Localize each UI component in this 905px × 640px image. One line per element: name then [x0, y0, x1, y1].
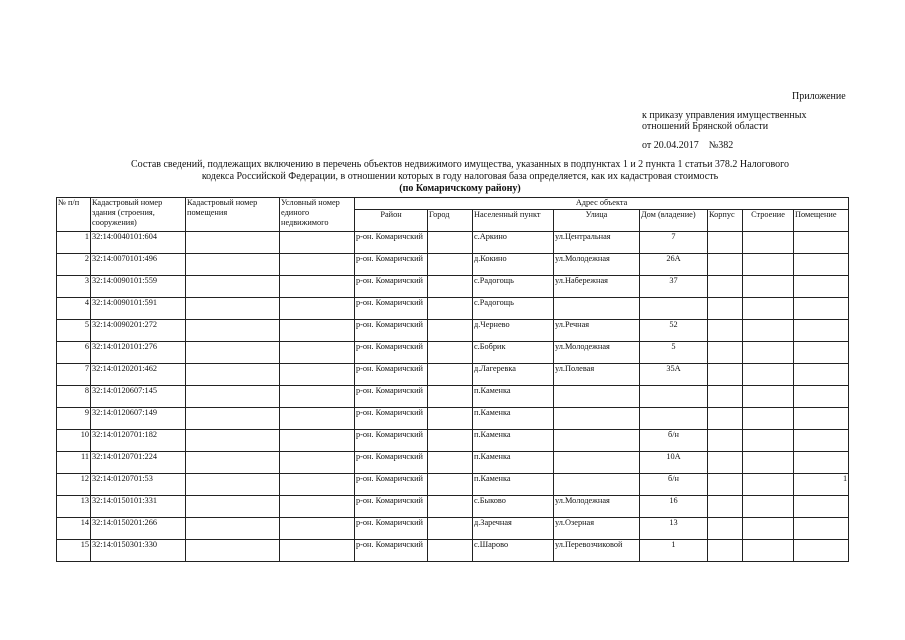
col-header-building: Строение [743, 210, 794, 232]
room-cell [794, 430, 849, 452]
building-cell [743, 452, 794, 474]
row-number: 13 [57, 496, 91, 518]
row-number: 12 [57, 474, 91, 496]
table-row [57, 254, 849, 276]
cadastral-number: 32:14:0120701:224 [91, 452, 186, 474]
building-cell [743, 408, 794, 430]
row-number: 5 [57, 320, 91, 342]
cad-room-cell [186, 342, 280, 364]
room-cell [794, 232, 849, 254]
cadastral-number: 32:14:0120701:182 [91, 430, 186, 452]
district-cell: р-он. Комаричский [355, 276, 428, 298]
district-cell: р-он. Комаричский [355, 232, 428, 254]
building-cell [743, 496, 794, 518]
room-cell [794, 342, 849, 364]
table-row [57, 540, 849, 562]
cond-num-cell [280, 496, 355, 518]
room-cell [794, 496, 849, 518]
row-number: 14 [57, 518, 91, 540]
cad-room-cell [186, 298, 280, 320]
district-cell: р-он. Комаричский [355, 320, 428, 342]
cond-num-cell [280, 518, 355, 540]
district-cell: р-он. Комаричский [355, 408, 428, 430]
cad-room-cell [186, 364, 280, 386]
korpus-cell [708, 474, 743, 496]
city-cell [428, 298, 473, 320]
cad-room-cell [186, 474, 280, 496]
street-cell: ул.Озерная [554, 518, 640, 540]
table-header-row [57, 198, 849, 210]
row-number: 8 [57, 386, 91, 408]
house-cell: 35А [640, 364, 708, 386]
table-row [57, 518, 849, 540]
cadastral-number: 32:14:0150301:330 [91, 540, 186, 562]
korpus-cell [708, 276, 743, 298]
city-cell [428, 276, 473, 298]
korpus-cell [708, 298, 743, 320]
district-cell: р-он. Комаричский [355, 518, 428, 540]
building-cell [743, 232, 794, 254]
city-cell [428, 540, 473, 562]
building-cell [743, 342, 794, 364]
building-cell [743, 540, 794, 562]
street-cell: ул.Полевая [554, 364, 640, 386]
house-cell: 37 [640, 276, 708, 298]
table-row [57, 364, 849, 386]
street-cell [554, 298, 640, 320]
korpus-cell [708, 452, 743, 474]
cond-num-cell [280, 254, 355, 276]
house-cell [640, 298, 708, 320]
cadastral-number: 32:14:0120101:276 [91, 342, 186, 364]
city-cell [428, 452, 473, 474]
cadastral-number: 32:14:0040101:604 [91, 232, 186, 254]
street-cell [554, 408, 640, 430]
col-header-cad-room: Кадастровый номер помещения [186, 198, 280, 232]
city-cell [428, 430, 473, 452]
district-cell: р-он. Комаричский [355, 430, 428, 452]
cad-room-cell [186, 232, 280, 254]
locality-cell: п.Каменка [473, 408, 554, 430]
col-header-korpus: Корпус [708, 210, 743, 232]
city-cell [428, 474, 473, 496]
row-number: 10 [57, 430, 91, 452]
document-title-line1: Состав сведений, подлежащих включению в перечень объектов недвижимого имущества, указанных в подпунктах 1 и 2 пункта 1 статьи 378.2 Налогового [130, 159, 790, 170]
cad-room-cell [186, 452, 280, 474]
street-cell: ул.Молодежная [554, 496, 640, 518]
house-cell [640, 386, 708, 408]
cond-num-cell [280, 298, 355, 320]
col-header-cad-building: Кадастровый номер здания (строения, сооружения) [91, 198, 186, 232]
cadastral-number: 32:14:0120607:145 [91, 386, 186, 408]
district-cell: р-он. Комаричский [355, 452, 428, 474]
col-header-street: Улица [554, 210, 640, 232]
korpus-cell [708, 232, 743, 254]
street-cell [554, 386, 640, 408]
room-cell [794, 540, 849, 562]
cond-num-cell [280, 364, 355, 386]
city-cell [428, 320, 473, 342]
room-cell [794, 254, 849, 276]
korpus-cell [708, 408, 743, 430]
cond-num-cell [280, 342, 355, 364]
house-cell: 7 [640, 232, 708, 254]
cond-num-cell [280, 540, 355, 562]
locality-cell: п.Каменка [473, 474, 554, 496]
cond-num-cell [280, 320, 355, 342]
building-cell [743, 276, 794, 298]
street-cell: ул.Набережная [554, 276, 640, 298]
cad-room-cell [186, 540, 280, 562]
cadastral-number: 32:14:0150101:331 [91, 496, 186, 518]
house-cell: 26А [640, 254, 708, 276]
locality-cell: п.Каменка [473, 386, 554, 408]
row-number: 7 [57, 364, 91, 386]
col-header-locality: Населенный пункт [473, 210, 554, 232]
district-cell: р-он. Комаричский [355, 540, 428, 562]
street-cell: ул.Речная [554, 320, 640, 342]
locality-cell: с.Бобрик [473, 342, 554, 364]
house-cell: 10А [640, 452, 708, 474]
row-number: 11 [57, 452, 91, 474]
appendix-title: Приложение [792, 91, 846, 102]
cad-room-cell [186, 276, 280, 298]
col-header-address: Адрес объекта [355, 198, 849, 210]
city-cell [428, 342, 473, 364]
korpus-cell [708, 364, 743, 386]
house-cell: б/н [640, 474, 708, 496]
col-header-house: Дом (владение) [640, 210, 708, 232]
city-cell [428, 254, 473, 276]
order-reference-line1: к приказу управления имущественных [642, 110, 807, 121]
row-number: 4 [57, 298, 91, 320]
room-cell [794, 298, 849, 320]
korpus-cell [708, 320, 743, 342]
cond-num-cell [280, 232, 355, 254]
cadastral-number: 32:14:0120701:53 [91, 474, 186, 496]
room-cell [794, 320, 849, 342]
document-subtitle: (по Комаричскому району) [399, 183, 521, 194]
house-cell: 13 [640, 518, 708, 540]
house-cell: 1 [640, 540, 708, 562]
col-header-num: № п/п [57, 198, 91, 232]
building-cell [743, 364, 794, 386]
locality-cell: с.Аркино [473, 232, 554, 254]
street-cell: ул.Молодежная [554, 342, 640, 364]
building-cell [743, 254, 794, 276]
room-cell [794, 386, 849, 408]
table-row [57, 474, 849, 496]
locality-cell: с.Шарово [473, 540, 554, 562]
cad-room-cell [186, 496, 280, 518]
cad-room-cell [186, 408, 280, 430]
building-cell [743, 518, 794, 540]
city-cell [428, 386, 473, 408]
locality-cell: п.Каменка [473, 430, 554, 452]
korpus-cell [708, 386, 743, 408]
street-cell [554, 430, 640, 452]
row-number: 1 [57, 232, 91, 254]
row-number: 3 [57, 276, 91, 298]
cadastral-number: 32:14:0090101:591 [91, 298, 186, 320]
table-row [57, 430, 849, 452]
locality-cell: д.Лагеревка [473, 364, 554, 386]
cond-num-cell [280, 386, 355, 408]
house-cell: б/н [640, 430, 708, 452]
house-cell: 5 [640, 342, 708, 364]
row-number: 15 [57, 540, 91, 562]
korpus-cell [708, 540, 743, 562]
row-number: 2 [57, 254, 91, 276]
cad-room-cell [186, 518, 280, 540]
cad-room-cell [186, 254, 280, 276]
cad-room-cell [186, 320, 280, 342]
building-cell [743, 298, 794, 320]
cond-num-cell [280, 474, 355, 496]
korpus-cell [708, 254, 743, 276]
table-row [57, 386, 849, 408]
table-row [57, 276, 849, 298]
room-cell [794, 408, 849, 430]
property-table [56, 197, 849, 562]
document-title-line2: кодекса Российской Федерации, в отношении которых в году налоговая база определяется, как их кадастровая стоимость [201, 171, 719, 182]
row-number: 9 [57, 408, 91, 430]
cad-room-cell [186, 430, 280, 452]
street-cell [554, 452, 640, 474]
locality-cell: с.Быково [473, 496, 554, 518]
district-cell: р-он. Комаричский [355, 496, 428, 518]
city-cell [428, 232, 473, 254]
district-cell: р-он. Комаричский [355, 364, 428, 386]
room-cell [794, 518, 849, 540]
order-date-line [642, 140, 733, 152]
cadastral-number: 32:14:0090201:272 [91, 320, 186, 342]
cond-num-cell [280, 430, 355, 452]
table-row [57, 298, 849, 320]
korpus-cell [708, 342, 743, 364]
building-cell [743, 320, 794, 342]
district-cell: р-он. Комаричский [355, 342, 428, 364]
table-row [57, 232, 849, 254]
district-cell: р-он. Комаричский [355, 298, 428, 320]
locality-cell: п.Каменка [473, 452, 554, 474]
korpus-cell [708, 430, 743, 452]
cadastral-number: 32:14:0120607:149 [91, 408, 186, 430]
col-header-city: Город [428, 210, 473, 232]
row-number: 6 [57, 342, 91, 364]
street-cell: ул.Перевозчиковой [554, 540, 640, 562]
order-number: №382 [708, 140, 734, 151]
room-cell [794, 276, 849, 298]
table-row [57, 342, 849, 364]
city-cell [428, 364, 473, 386]
cond-num-cell [280, 452, 355, 474]
locality-cell: д.Кокино [473, 254, 554, 276]
building-cell [743, 430, 794, 452]
table-row [57, 496, 849, 518]
room-cell [794, 364, 849, 386]
locality-cell: с.Радогощь [473, 276, 554, 298]
street-cell [554, 474, 640, 496]
korpus-cell [708, 518, 743, 540]
city-cell [428, 496, 473, 518]
room-cell [794, 452, 849, 474]
order-date: от 20.04.2017 [642, 140, 699, 151]
street-cell: ул.Центральная [554, 232, 640, 254]
cadastral-number: 32:14:0150201:266 [91, 518, 186, 540]
locality-cell: д.Заречная [473, 518, 554, 540]
building-cell [743, 386, 794, 408]
col-header-room: Помещение [794, 210, 849, 232]
cad-room-cell [186, 386, 280, 408]
cond-num-cell [280, 276, 355, 298]
cond-num-cell [280, 408, 355, 430]
house-cell: 52 [640, 320, 708, 342]
col-header-cond-num: Условный номер единого недвижимого [280, 198, 355, 232]
city-cell [428, 408, 473, 430]
street-cell: ул.Молодежная [554, 254, 640, 276]
building-cell [743, 474, 794, 496]
cadastral-number: 32:14:0090101:559 [91, 276, 186, 298]
house-cell [640, 408, 708, 430]
district-cell: р-он. Комаричский [355, 474, 428, 496]
col-header-district: Район [355, 210, 428, 232]
city-cell [428, 518, 473, 540]
table-row [57, 320, 849, 342]
cadastral-number: 32:14:0120201:462 [91, 364, 186, 386]
cadastral-number: 32:14:0070101:496 [91, 254, 186, 276]
locality-cell: д.Черневo [473, 320, 554, 342]
locality-cell: с.Радогощь [473, 298, 554, 320]
korpus-cell [708, 496, 743, 518]
order-reference-line2: отношений Брянской области [642, 121, 769, 132]
table-row [57, 408, 849, 430]
district-cell: р-он. Комаричский [355, 254, 428, 276]
district-cell: р-он. Комаричский [355, 386, 428, 408]
house-cell: 16 [640, 496, 708, 518]
table-row [57, 452, 849, 474]
room-cell: 1 [794, 474, 849, 496]
